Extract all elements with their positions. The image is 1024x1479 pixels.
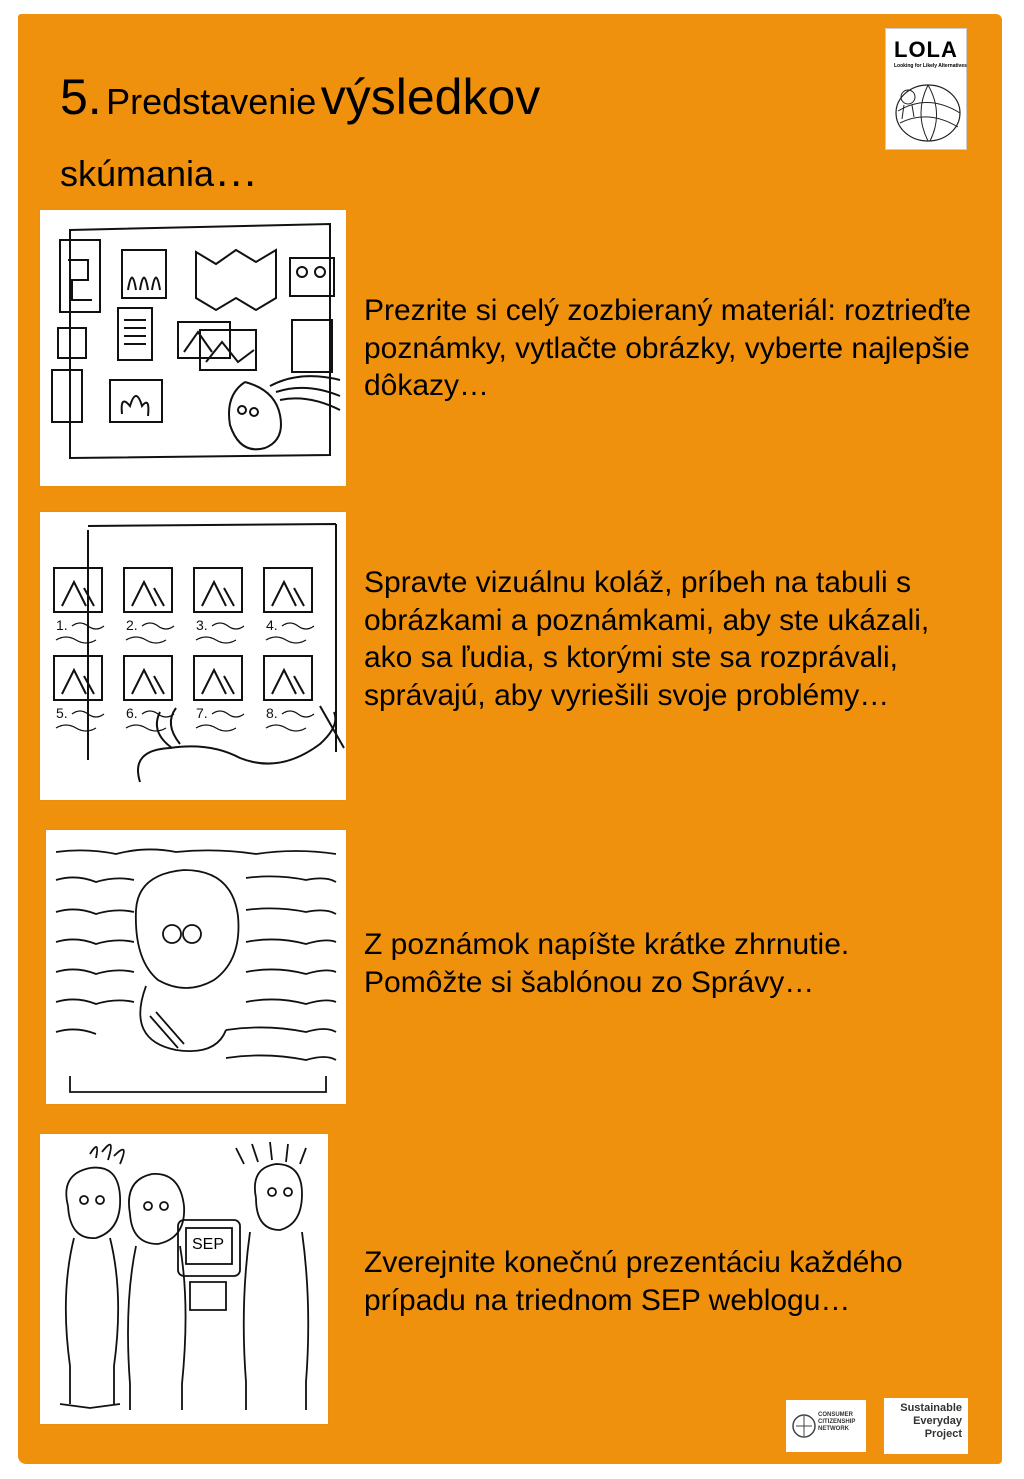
title-number: 5. <box>60 69 102 125</box>
collage-sketch <box>132 582 164 606</box>
collage-sketch <box>62 670 94 694</box>
collage-frame-number: 6. <box>126 705 138 721</box>
step-3-text: Z poznámok napíšte krátke zhrnutie. Pomôžte si šablónou zo Správy… <box>364 928 850 999</box>
collage-sketch <box>202 582 234 606</box>
collage-sketch <box>132 670 164 694</box>
title-word-vysledkov: výsledkov <box>320 69 541 125</box>
collage-sketch <box>62 582 94 606</box>
collage-frame-number: 8. <box>266 705 278 721</box>
sustainable-everyday-project-logo <box>884 1398 968 1454</box>
step-2-text: Spravte vizuálnu koláž, príbeh na tabuli s obrázkami a poznámkami, aby ste ukázali, ako sa ľudia, s ktorými ste sa rozprávali, správajú, aby vyriešili svoje problémy… <box>364 566 930 712</box>
title-ellipsis: … <box>214 147 259 196</box>
collage-frame-number: 4. <box>266 617 278 633</box>
collage-sketch <box>272 582 304 606</box>
lola-logo-name: LOLA <box>894 37 958 62</box>
collage-frame-number: 3. <box>196 617 208 633</box>
sep-screen-label: SEP <box>192 1236 225 1253</box>
collage-sketch <box>202 670 234 694</box>
lola-logo-subtitle: Looking for Likely Alternatives <box>894 63 967 69</box>
consumer-citizenship-network-logo <box>786 1400 866 1452</box>
page-title <box>60 69 760 196</box>
illustration-weblog-presentation <box>40 1134 328 1424</box>
title-word-predstavenie: Predstavenie <box>106 81 317 122</box>
collage-sketch <box>272 670 304 694</box>
sep-logo-text: Sustainable Everyday Project <box>900 1402 962 1441</box>
collage-frame-number: 1. <box>56 617 68 633</box>
ccn-logo-text: CONSUMER CITIZENSHIP NETWORK <box>818 1412 856 1432</box>
illustration-writing-summary <box>46 830 346 1104</box>
step-1-text: Prezrite si celý zozbieraný materiál: roztrieďte poznámky, vytlačte obrázky, vyberte najlepšie dôkazy… <box>364 294 971 402</box>
illustration-visual-collage <box>40 512 346 800</box>
ccn-icon <box>790 1412 818 1440</box>
illustration-sorting-materials <box>40 210 346 486</box>
collage-frame-number: 7. <box>196 705 208 721</box>
title-word-skumania: skúmania <box>60 153 215 194</box>
globe-icon <box>890 73 964 147</box>
step-4-text: Zverejnite konečnú prezentáciu každého prípadu na triednom SEP weblogu… <box>364 1246 903 1317</box>
collage-frame-number: 5. <box>56 705 68 721</box>
lola-logo <box>885 28 967 150</box>
collage-frame-number: 2. <box>126 617 138 633</box>
